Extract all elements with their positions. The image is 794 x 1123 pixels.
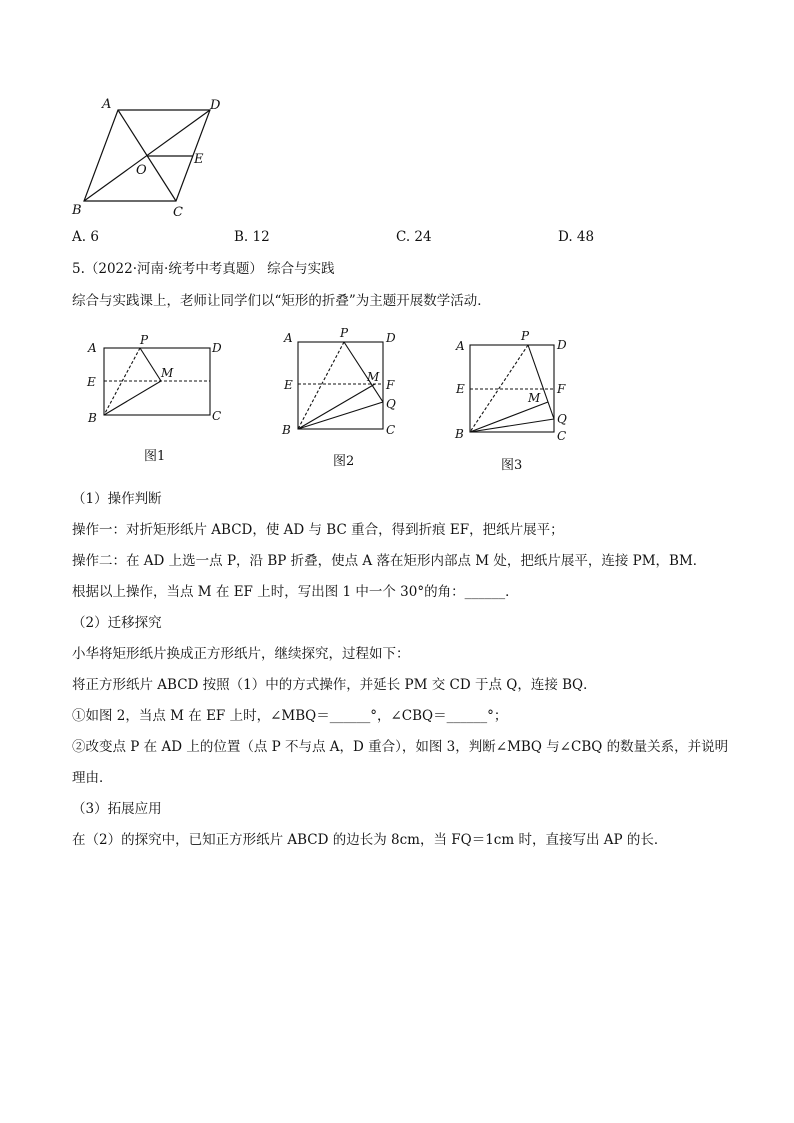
label-A: A <box>102 97 112 112</box>
figure-3 <box>450 325 580 450</box>
fig1-label-D: D <box>212 341 222 355</box>
label-B: B <box>72 203 82 218</box>
fig2-label-M: M <box>367 370 380 384</box>
parallelogram-figure <box>60 90 240 225</box>
option-b: B. 12 <box>234 229 270 245</box>
fig1-label-A: A <box>88 341 97 355</box>
figure-2-caption: 图2 <box>333 454 355 469</box>
option-d: D. 48 <box>558 229 595 245</box>
label-O: O <box>136 163 147 178</box>
fig2-label-Q: Q <box>386 397 396 411</box>
label-E: E <box>194 152 204 167</box>
part2-question-1: ①如图 2，当点 M 在 EF 上时，∠MBQ＝______°，∠CBQ＝______°； <box>72 708 508 724</box>
fig2-label-P: P <box>340 326 349 340</box>
part2-text-2: 将正方形纸片 ABCD 按照（1）中的方式操作，并延长 PM 交 CD 于点 Q，连接 BQ． <box>72 677 597 693</box>
part2-question-2-cont: 理由． <box>72 770 113 786</box>
figure-3-caption: 图3 <box>501 458 523 473</box>
fig3-label-B: B <box>455 427 464 441</box>
fig1-label-M: M <box>161 366 174 380</box>
fig2-label-E: E <box>284 378 293 392</box>
part1-title: （1）操作判断 <box>72 491 162 507</box>
part1-question: 根据以上操作，当点 M 在 EF 上时，写出图 1 中一个 30°的角：______． <box>72 584 519 600</box>
figure-2 <box>278 322 408 442</box>
part2-title: （2）迁移探究 <box>72 615 162 631</box>
fig2-label-C: C <box>386 423 396 437</box>
fig2-label-B: B <box>282 423 291 437</box>
fig1-label-E: E <box>87 375 96 389</box>
option-a: A. 6 <box>72 229 99 245</box>
fig3-label-F: F <box>557 382 566 396</box>
figure-1 <box>80 330 230 430</box>
fig3-label-E: E <box>456 382 465 396</box>
fig1-label-B: B <box>88 411 97 425</box>
part2-text-1: 小华将矩形纸片换成正方形纸片，继续探究，过程如下： <box>72 646 410 662</box>
fig2-label-F: F <box>386 378 395 392</box>
fig2-label-D: D <box>386 331 396 345</box>
figure-1-caption: 图1 <box>144 449 166 464</box>
fig3-label-C: C <box>557 429 567 443</box>
fig2-label-A: A <box>284 331 293 345</box>
fig1-label-C: C <box>212 409 222 423</box>
operation-1: 操作一：对折矩形纸片 ABCD，使 AD 与 BC 重合，得到折痕 EF，把纸片展平； <box>72 522 564 538</box>
part3-title: （3）拓展应用 <box>72 801 162 817</box>
label-C: C <box>173 205 183 220</box>
fig3-label-A: A <box>456 339 465 353</box>
question-intro: 综合与实践课上，老师让同学们以“矩形的折叠”为主题开展数学活动． <box>72 293 491 309</box>
fig1-label-P: P <box>140 333 149 347</box>
fig3-label-Q: Q <box>557 412 567 426</box>
label-D: D <box>210 98 221 113</box>
part2-question-2: ②改变点 P 在 AD 上的位置（点 P 不与点 A，D 重合），如图 3，判断∠MBQ 与∠CBQ 的数量关系，并说明 <box>72 739 729 755</box>
option-c: C. 24 <box>396 229 432 245</box>
fig3-label-D: D <box>557 338 567 352</box>
part3-question: 在（2）的探究中，已知正方形纸片 ABCD 的边长为 8cm，当 FQ＝1cm 时，直接写出 AP 的长． <box>72 832 668 848</box>
fig3-label-P: P <box>521 329 530 343</box>
operation-2: 操作二：在 AD 上选一点 P，沿 BP 折叠，使点 A 落在矩形内部点 M 处，把纸片展平，连接 PM，BM． <box>72 553 707 569</box>
fig3-label-M: M <box>528 391 541 405</box>
question-header: 5.（2022·河南·统考中考真题） 综合与实践 <box>72 261 335 277</box>
